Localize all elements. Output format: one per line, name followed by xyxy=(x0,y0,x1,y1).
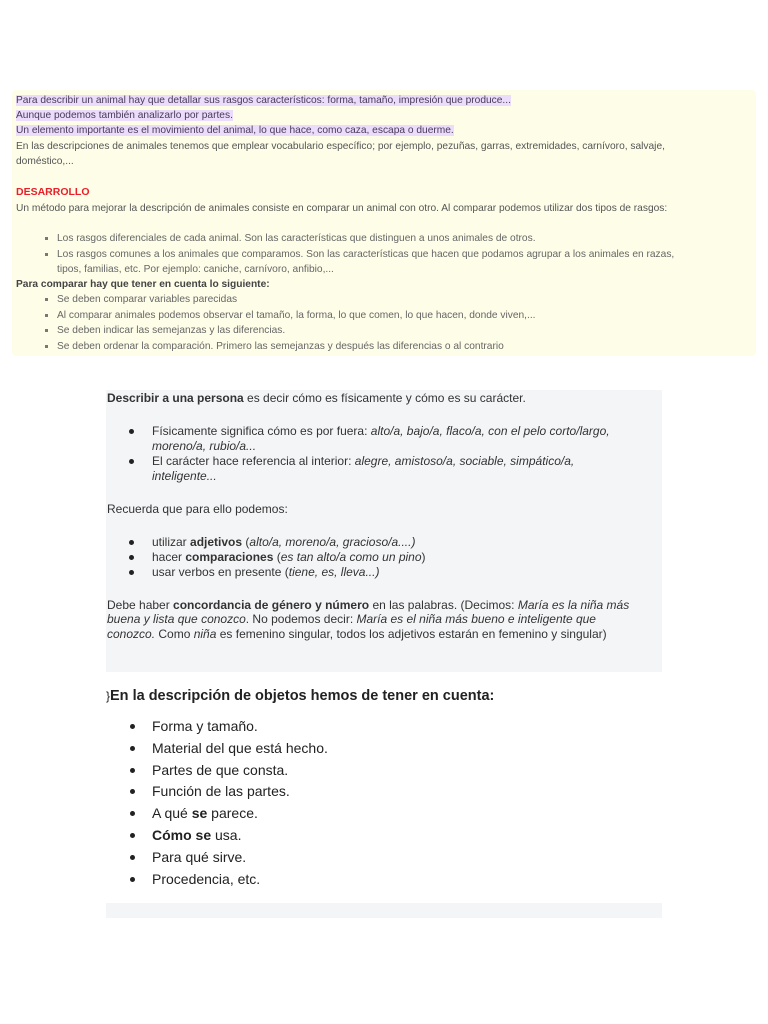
use-item: utilizar adjetivos (alto/a, moreno/a, gracioso/a....) xyxy=(152,535,416,549)
animal-vocab-text: doméstico,... xyxy=(16,156,74,167)
bullet-icon xyxy=(130,811,135,816)
bullet-icon xyxy=(129,555,134,560)
compare-item: Al comparar animales podemos observar el tamaño, la forma, lo que comen, lo que hacen, donde viven,... xyxy=(57,310,536,321)
bullet-icon xyxy=(130,724,135,729)
use-item: usar verbos en presente (tiene, es, lleva...) xyxy=(152,565,380,579)
compare-item: Se deben ordenar la comparación. Primero las semejanzas y después las diferencias o al contrario xyxy=(57,341,504,352)
trait-item: Los rasgos comunes a los animales que comparamos. Son las características que hacen que podamos agrupar a los animales en razas, xyxy=(57,249,675,260)
bullet-icon xyxy=(130,768,135,773)
animal-vocab-text: En las descripciones de animales tenemos que emplear vocabulario específico; por ejemplo, pezuñas, garras, extremidades, carnívoro, salvaje, xyxy=(16,141,665,152)
compare-item: Se deben comparar variables parecidas xyxy=(57,294,238,305)
caracter-item-cont: inteligente... xyxy=(152,469,217,483)
animal-intro-line: Para describir un animal hay que detallar sus rasgos característicos: forma, tamaño, impresión que produce... xyxy=(16,95,511,106)
bullet-icon xyxy=(45,345,51,349)
use-item: hacer comparaciones (es tan alto/a como un pino) xyxy=(152,550,426,564)
object-item: A qué se parece. xyxy=(152,805,258,821)
bullet-icon xyxy=(130,789,135,794)
trait-item: Los rasgos diferenciales de cada animal. Son las características que distinguen a unos animales de otros. xyxy=(57,233,536,244)
desarrollo-heading: DESARROLLO xyxy=(16,186,90,198)
bullet-icon xyxy=(45,253,51,257)
object-item: Partes de que consta. xyxy=(152,762,289,778)
caracter-item: El carácter hace referencia al interior: alegre, amistoso/a, sociable, simpático/a, xyxy=(152,454,575,468)
bullet-icon xyxy=(129,459,134,464)
bullet-icon xyxy=(45,314,51,318)
animal-intro-line: Aunque podemos también analizarlo por partes. xyxy=(16,110,233,121)
bullet-icon xyxy=(130,746,135,751)
fisico-item: Físicamente significa cómo es por fuera: alto/a, bajo/a, flaco/a, con el pelo corto/largo, xyxy=(152,424,610,438)
bullet-icon xyxy=(45,329,51,333)
concordancia-text: buena y lista que conozco. No podemos decir: María es el niña más bueno e inteligente que xyxy=(107,612,596,626)
object-item: Procedencia, etc. xyxy=(152,871,261,887)
object-item: Para qué sirve. xyxy=(152,849,247,865)
bullet-icon xyxy=(130,877,135,882)
compare-item: Se deben indicar las semejanzas y las diferencias. xyxy=(57,325,286,336)
bullet-icon xyxy=(45,298,51,302)
object-item: Forma y tamaño. xyxy=(152,718,258,734)
bullet-icon xyxy=(130,855,135,860)
bullet-icon xyxy=(130,833,135,838)
bullet-icon xyxy=(129,429,134,434)
bullet-icon xyxy=(129,570,134,575)
person-intro: Describir a una persona es decir cómo es físicamente y cómo es su carácter. xyxy=(107,391,526,405)
concordancia-text: conozco. Como niña es femenino singular, todos los adjetivos estarán en femenino y singular) xyxy=(107,627,607,641)
animal-intro-line: Un elemento importante es el movimiento del animal, lo que hace, como caza, escapa o duerme. xyxy=(16,125,454,136)
bottom-panel xyxy=(106,903,662,918)
compare-heading: Para comparar hay que tener en cuenta lo siguiente: xyxy=(16,279,270,290)
concordancia-text: Debe haber concordancia de género y número en las palabras. (Decimos: María es la niña más xyxy=(107,598,630,612)
objects-heading: }En la descripción de objetos hemos de tener en cuenta: xyxy=(106,688,495,704)
object-item: Material del que está hecho. xyxy=(152,740,328,756)
method-text: Un método para mejorar la descripción de animales consiste en comparar un animal con otro. Al comparar podemos utilizar dos tipos de rasgos: xyxy=(16,203,668,214)
bullet-icon xyxy=(129,540,134,545)
object-item: Función de las partes. xyxy=(152,783,290,799)
fisico-item-cont: moreno/a, rubio/a... xyxy=(152,439,257,453)
recuerda-text: Recuerda que para ello podemos: xyxy=(107,502,288,516)
object-item: Cómo se usa. xyxy=(152,827,242,843)
bullet-icon xyxy=(45,237,51,241)
trait-item: tipos, familias, etc. Por ejemplo: caniche, carnívoro, anfibio,... xyxy=(57,264,334,275)
